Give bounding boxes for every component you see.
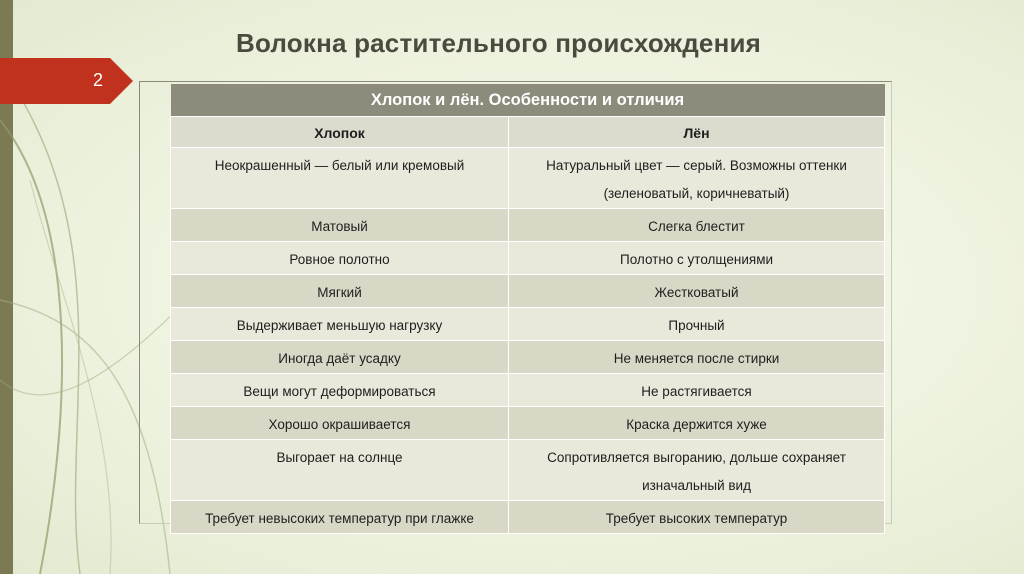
table-row: [171, 501, 885, 534]
cell-linen: Жестковатый: [509, 275, 885, 308]
table-row: [171, 440, 885, 501]
table-row: [171, 242, 885, 275]
cell-cotton: Неокрашенный — белый или кремовый: [171, 148, 509, 209]
cell-cotton: Вещи могут деформироваться: [171, 374, 509, 407]
cell-cotton: Хорошо окрашивается: [171, 407, 509, 440]
table-row: [171, 308, 885, 341]
cell-linen: Краска держится хуже: [509, 407, 885, 440]
cell-linen: Требует высоких температур: [509, 501, 885, 534]
cell-cotton: Иногда даёт усадку: [171, 341, 509, 374]
comparison-table: [170, 84, 885, 534]
cell-linen: Не меняется после стирки: [509, 341, 885, 374]
cell-linen: Натуральный цвет — серый. Возможны оттенки (зеленоватый, коричневатый): [509, 148, 885, 209]
cell-cotton: Мягкий: [171, 275, 509, 308]
column-header-linen: Лён: [509, 117, 885, 148]
slide-number-flag: [0, 58, 133, 104]
decor-curve-1: [0, 120, 62, 574]
cell-cotton: Ровное полотно: [171, 242, 509, 275]
cell-linen: Полотно с утолщениями: [509, 242, 885, 275]
cell-linen: Прочный: [509, 308, 885, 341]
table-row: [171, 275, 885, 308]
table-row: [171, 209, 885, 242]
cell-cotton: Матовый: [171, 209, 509, 242]
table-caption: Хлопок и лён. Особенности и отличия: [171, 84, 885, 117]
cell-linen: Не растягивается: [509, 374, 885, 407]
cell-cotton: Выгорает на солнце: [171, 440, 509, 501]
cell-cotton: Требует невысоких температур при глажке: [171, 501, 509, 534]
table-row: [171, 341, 885, 374]
decor-curve-2: [10, 80, 80, 574]
cell-cotton: Выдерживает меньшую нагрузку: [171, 308, 509, 341]
column-header-cotton: Хлопок: [171, 117, 509, 148]
slide-number: 2: [92, 70, 103, 90]
cell-linen: Слегка блестит: [509, 209, 885, 242]
slide-title: Волокна растительного происхождения: [236, 28, 762, 58]
table-row: [171, 148, 885, 209]
table-row: [171, 407, 885, 440]
cell-linen: Сопротивляется выгоранию, дольше сохраняет изначальный вид: [509, 440, 885, 501]
table-row: [171, 374, 885, 407]
